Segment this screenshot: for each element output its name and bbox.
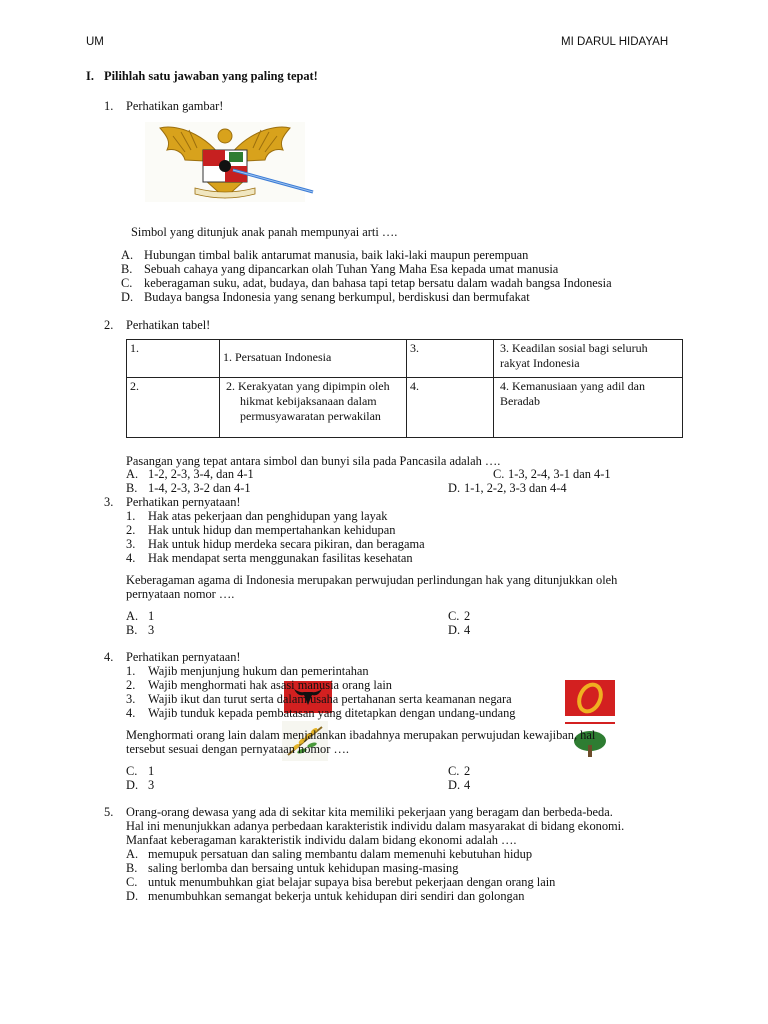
q4-question-line: Menghormati orang lain dalam menjalankan ibadahnya merupakan perwujudan kewajiban, hal bbox=[126, 728, 596, 742]
option-text: 1 bbox=[148, 764, 155, 778]
q3-prompt: Perhatikan pernyataan! bbox=[126, 495, 241, 509]
cell-number: 1. bbox=[130, 341, 139, 355]
table-cell bbox=[220, 378, 407, 438]
option-letter: D. bbox=[448, 778, 461, 792]
q3-question-line: pernyataan nomor …. bbox=[126, 587, 235, 601]
statement-number: 4. bbox=[126, 706, 136, 720]
option-letter: D. bbox=[448, 623, 461, 637]
sila-text: 4. Kemanusiaan yang adil dan Beradab bbox=[500, 379, 645, 408]
option-text: menumbuhkan semangat bekerja untuk kehidupan diri sendiri dan golongan bbox=[148, 889, 525, 903]
q5-number: 5. bbox=[104, 805, 114, 819]
statement-text: Wajib menjunjung hukum dan pemerintahan bbox=[148, 664, 369, 678]
table-cell bbox=[494, 378, 683, 438]
option-letter: D. bbox=[121, 290, 134, 304]
option-text: untuk menumbuhkan giat belajar supaya bisa berebut pekerjaan dengan orang lain bbox=[148, 875, 556, 889]
option-text: 1-4, 2-3, 3-2 dan 4-1 bbox=[148, 481, 251, 495]
table-cell bbox=[407, 340, 494, 378]
section-title: Pilihlah satu jawaban yang paling tepat! bbox=[104, 69, 318, 83]
option-text: 1 bbox=[148, 609, 155, 623]
option-letter: C. bbox=[448, 764, 460, 778]
statement-number: 3. bbox=[126, 692, 136, 706]
statement-text: Hak atas pekerjaan dan penghidupan yang layak bbox=[148, 509, 388, 523]
table-row bbox=[127, 378, 683, 438]
cell-number: 2. bbox=[130, 379, 139, 393]
statement-text: Wajib ikut dan turut serta dalam usaha pertahanan serta keamanan negara bbox=[148, 692, 512, 706]
option-text: memupuk persatuan dan saling membantu dalam memenuhi kebutuhan hidup bbox=[148, 847, 533, 861]
option-letter: B. bbox=[126, 623, 138, 637]
cell-number: 4. bbox=[410, 379, 419, 393]
option-letter: A. bbox=[126, 847, 139, 861]
statement-text: Hak mendapat serta menggunakan fasilitas kesehatan bbox=[148, 551, 413, 565]
option-text: 3 bbox=[148, 623, 155, 637]
option-letter: A. bbox=[121, 248, 134, 262]
option-text: 4 bbox=[464, 623, 471, 637]
header-right: MI DARUL HIDAYAH bbox=[561, 36, 669, 48]
garuda-pancasila-image bbox=[145, 122, 315, 202]
sila-symbol-table bbox=[126, 339, 683, 438]
option-letter: C. bbox=[126, 764, 138, 778]
statement-text: Hak untuk hidup merdeka secara pikiran, dan beragama bbox=[148, 537, 425, 551]
section-number: I. bbox=[86, 69, 94, 83]
cell-number: 3. bbox=[410, 341, 419, 355]
option-letter: B. bbox=[126, 861, 138, 875]
q3-number: 3. bbox=[104, 495, 114, 509]
option-text: Hubungan timbal balik antarumat manusia, baik laki-laki maupun perempuan bbox=[144, 248, 529, 262]
option-letter: D. bbox=[448, 481, 461, 495]
q2-prompt: Perhatikan tabel! bbox=[126, 318, 211, 332]
q3-question-line: Keberagaman agama di Indonesia merupakan perwujudan perlindungan hak yang ditunjukkan oleh bbox=[126, 573, 618, 587]
statement-number: 1. bbox=[126, 664, 136, 678]
option-letter: D. bbox=[126, 778, 139, 792]
q1-prompt: Perhatikan gambar! bbox=[126, 99, 224, 113]
q5-text-line: Hal ini menunjukkan adanya perbedaan karakteristik individu dalam masyarakat di bidang ekonomi. bbox=[126, 819, 625, 833]
statement-number: 2. bbox=[126, 678, 136, 692]
sila-text: 2. Kerakyatan yang dipimpin oleh hikmat kebijaksanaan dalam permusyawaratan perwakilan bbox=[226, 379, 390, 423]
statement-number: 3. bbox=[126, 537, 136, 551]
q2-number: 2. bbox=[104, 318, 114, 332]
q4-number: 4. bbox=[104, 650, 114, 664]
table-cell bbox=[494, 340, 683, 378]
q1-number: 1. bbox=[104, 99, 114, 113]
statement-number: 2. bbox=[126, 523, 136, 537]
option-letter: C. bbox=[126, 875, 138, 889]
option-text: Sebuah cahaya yang dipancarkan olah Tuhan Yang Maha Esa kepada umat manusia bbox=[144, 262, 559, 276]
q5-text-line: Manfaat keberagaman karakteristik individu dalam bidang ekonomi adalah …. bbox=[126, 833, 517, 847]
table-row bbox=[127, 340, 683, 378]
q4-prompt: Perhatikan pernyataan! bbox=[126, 650, 241, 664]
option-letter: A. bbox=[126, 609, 139, 623]
q4-question-line: tersebut sesuai dengan pernyataan nomor …. bbox=[126, 742, 349, 756]
table-cell bbox=[220, 340, 407, 378]
option-letter: A. bbox=[126, 467, 139, 481]
option-text: 1-3, 2-4, 3-1 dan 4-1 bbox=[508, 467, 611, 481]
option-text: 1-1, 2-2, 3-3 dan 4-4 bbox=[464, 481, 567, 495]
option-text: saling berlomba dan bersaing untuk kehidupan masing-masing bbox=[148, 861, 459, 875]
statement-text: Wajib tunduk kepada pembatasan yang ditetapkan dengan undang-undang bbox=[148, 706, 516, 720]
option-letter: C. bbox=[448, 609, 460, 623]
option-text: 3 bbox=[148, 778, 155, 792]
option-letter: B. bbox=[121, 262, 133, 276]
sila-text: 3. Keadilan sosial bagi seluruh rakyat Indonesia bbox=[500, 341, 648, 370]
option-letter: B. bbox=[126, 481, 138, 495]
option-letter: D. bbox=[126, 889, 139, 903]
option-text: 1-2, 2-3, 3-4, dan 4-1 bbox=[148, 467, 254, 481]
statement-text: Wajib menghormati hak asasi manusia orang lain bbox=[148, 678, 392, 692]
option-text: Budaya bangsa Indonesia yang senang berkumpul, berdiskusi dan bermufakat bbox=[144, 290, 530, 304]
q2-question: Pasangan yang tepat antara simbol dan bunyi sila pada Pancasila adalah …. bbox=[126, 454, 501, 468]
table-cell bbox=[127, 340, 220, 378]
table-cell bbox=[127, 378, 220, 438]
option-text: 2 bbox=[464, 764, 471, 778]
option-text: 2 bbox=[464, 609, 471, 623]
option-text: keberagaman suku, adat, budaya, dan bahasa tapi tetap bersatu dalam wadah bangsa Indonesia bbox=[144, 276, 612, 290]
option-text: 4 bbox=[464, 778, 471, 792]
option-letter: C. bbox=[493, 467, 505, 481]
header-left: UM bbox=[86, 36, 104, 48]
statement-number: 4. bbox=[126, 551, 136, 565]
option-letter: C. bbox=[121, 276, 133, 290]
sila-text: 1. Persatuan Indonesia bbox=[223, 350, 332, 364]
statement-text: Hak untuk hidup dan mempertahankan kehidupan bbox=[148, 523, 396, 537]
statement-number: 1. bbox=[126, 509, 136, 523]
q5-text-line: Orang-orang dewasa yang ada di sekitar kita memiliki pekerjaan yang beragam dan berbeda-beda. bbox=[126, 805, 613, 819]
rantai-chain-icon bbox=[565, 680, 615, 716]
q1-question: Simbol yang ditunjuk anak panah mempunyai arti …. bbox=[131, 225, 398, 239]
table-cell bbox=[407, 378, 494, 438]
